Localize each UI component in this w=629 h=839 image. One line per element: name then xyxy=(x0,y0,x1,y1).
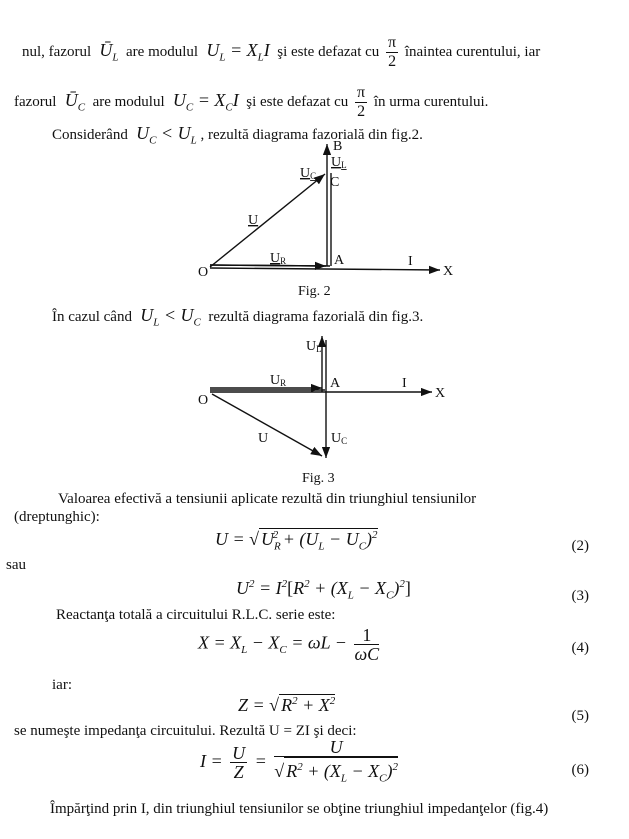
paragraph-valoarea: Valoarea efectivă a tensiunii aplicate rezultă din triunghiul tensiunilor xyxy=(58,491,477,507)
label-B: B xyxy=(333,139,343,154)
label-X: X xyxy=(435,386,446,401)
svg-text:UC: UC xyxy=(331,431,348,446)
text-line-1: nul, fazorul $Ū_L$ are modulul $U_L = X_LI$ şi este defazat cu $\frac{\pi}{2}$ înaintea curentului, iar xyxy=(22,34,541,70)
svg-text:UL: UL xyxy=(331,155,347,170)
u-phasor xyxy=(210,174,325,267)
label-U: U xyxy=(258,431,269,446)
text-segment: are modulul xyxy=(92,93,165,110)
label-UR: U xyxy=(270,251,281,266)
text-segment: are modulul xyxy=(126,43,199,60)
text-iar: iar: xyxy=(52,677,72,693)
paragraph-valoarea-2: (dreptunghic): xyxy=(14,509,100,525)
label-UC: U xyxy=(300,166,311,181)
u-phasor xyxy=(212,394,322,456)
text-segment: În cazul când xyxy=(52,309,132,325)
ur-phasor xyxy=(210,265,326,266)
text-line-2: fazorul $Ū_C$ are modulul $U_C = X_CI$ şi este defazat cu $\frac{\pi}{2}$ în urma curentului. xyxy=(14,84,489,120)
svg-text:UC: UC xyxy=(300,166,317,181)
svg-text:UR: UR xyxy=(270,373,287,388)
text-line-4: În cazul când $U_L < U_C$ rezultă diagrama fazorială din fig.3. xyxy=(52,305,424,329)
equation-5: Z = √ $R^2 + X^2$ xyxy=(238,695,336,715)
equation-2: U = √ $U_R^2 + (U_L - U_C)^2$ xyxy=(215,529,378,553)
text-segment: înaintea curentului, iar xyxy=(404,43,541,60)
label-U: U xyxy=(248,213,259,228)
equation-number-4: (4) xyxy=(571,640,589,656)
equation-number-3: (3) xyxy=(571,588,589,604)
label-O: O xyxy=(198,393,209,408)
text-segment: , rezultă diagrama fazorială din fig.2. xyxy=(200,127,423,143)
svg-text:UL: UL xyxy=(306,339,322,354)
label-UC: U xyxy=(331,431,342,446)
text-sau: sau xyxy=(6,557,26,573)
text-impedanta: se numeşte impedanţa circuitului. Rezultă U = ZI şi deci: xyxy=(14,723,357,739)
text-last: Împărţind prin I, din triunghiul tensiunilor se obţine triunghiul impedanţelor (fig.4) xyxy=(50,801,549,817)
text-segment: şi este defazat cu xyxy=(277,43,380,60)
label-I: I xyxy=(408,254,413,269)
label-I: I xyxy=(402,376,407,391)
x-axis xyxy=(210,268,440,270)
equation-4: $X = X_L - X_C = \omega L$ − $\frac{1}{\omega C}$ xyxy=(198,625,380,664)
equation-number-6: (6) xyxy=(571,762,589,778)
equation-3: $U^2 = I^2[R^2 + (X_L - X_C)^2]$ xyxy=(236,578,411,602)
equation-number-2: (2) xyxy=(571,538,589,554)
text-reactanta: Reactanţa totală a circuitului R.L.C. serie este: xyxy=(56,607,336,623)
equation-6: I = $\frac{U}{Z}$ = $\frac{U}{√ R^2 + (X_L - X_C)^2}$ xyxy=(200,738,401,788)
label-UR: U xyxy=(270,373,281,388)
label-A: A xyxy=(334,253,345,268)
text-segment: în urma curentului. xyxy=(373,93,489,110)
label-O: O xyxy=(198,265,209,280)
fig3-caption: Fig. 3 xyxy=(302,471,335,486)
text-line-3: Considerând $U_C < U_L$ , rezultă diagrama fazorială din fig.2. xyxy=(52,123,423,147)
fig2-caption: Fig. 2 xyxy=(298,284,331,298)
equation-number-5: (5) xyxy=(571,708,589,724)
text-segment: rezultă diagrama fazorială din fig.3. xyxy=(208,309,424,325)
text-segment: nul, fazorul xyxy=(22,43,92,60)
label-UL: U xyxy=(306,339,317,354)
label-X: X xyxy=(443,264,454,279)
phasor-diagram-fig2 xyxy=(0,138,629,298)
label-A: A xyxy=(330,376,341,391)
label-UL: U xyxy=(331,155,342,170)
text-segment: şi este defazat cu xyxy=(246,93,349,110)
text-segment: Considerând xyxy=(52,127,128,143)
svg-text:UR: UR xyxy=(270,251,287,266)
phasor-diagram-fig3 xyxy=(0,330,629,490)
label-C: C xyxy=(330,175,340,190)
text-segment: fazorul xyxy=(14,93,57,110)
